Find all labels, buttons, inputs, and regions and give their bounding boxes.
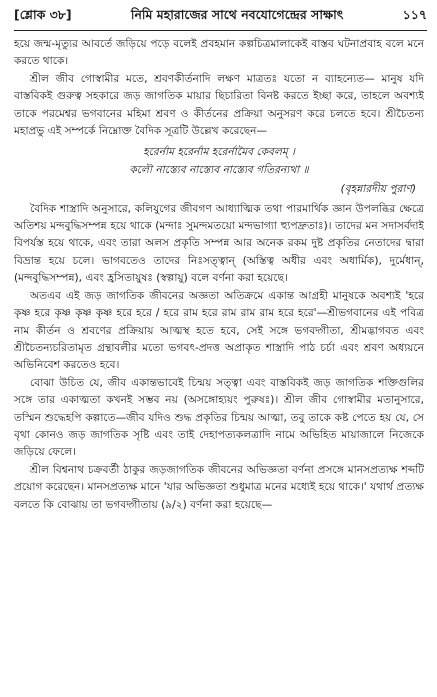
paragraph: বোঝা উচিত যে, জীব একান্তভাবেই চিন্ময় সত্ত্বা এবং বাস্তবিকই জড় জাগতিক শক্তিগুলির সঙ্গে তার একাত্মতা কখনই সম্ভব নয় (অসঙ্গোহ্যয়ং পুরুষঃ)। শ্রীল জীব গোস্বামীর মতানুসারে, তস্মিন শুদ্ধেহপি কল্পাতে—জীব যদিও শুদ্ধ প্রকৃতির চিন্ময় আত্মা, তবু তাকে কষ্ট পেতে হয় যে, সে বৃথা কোনও জড় জাগতিক সৃষ্টি এবং তাই দেহাপত্যকলত্রাদি নামে অভিহিত মায়াজালে নিজেকে জড়িয়ে ফেলে। [14,376,424,459]
verse-source: (বৃহন্নারদীয় পুরাণ) [340,183,416,196]
paragraph: অতএব এই জড় জাগতিক জীবনের অজ্ঞতা অতিক্রমে একান্ত আগ্রহী মানুষকে অবশ্যই 'হরে কৃষ্ণ হরে কৃষ্ণ কৃষ্ণ কৃষ্ণ হরে হরে / হরে রাম হরে রাম রাম রাম হরে হরে'—শ্রীভগবানের এই পবিত্র নাম কীর্তন ও শ্রবণের প্রক্রিয়ায় আত্মস্থ হতে হবে, সেই সঙ্গে ভগবদ্গীতা, শ্রীমদ্ভাগবত এবং শ্রীচৈতন্যচরিতামৃত গ্রন্থাবলীর মতো ভগবৎ-প্রদত্ত অপ্রাকৃত শাস্ত্রাদি পাঠ চর্চা এবং শ্রবণ অধ্যয়নে অভিনিবেশ করতেও হবে। [14,289,424,372]
sanskrit-verse [14,144,424,179]
paragraph: শ্রীল বিশ্বনাথ চক্রবর্তী ঠাকুর জড়জাগতিক জীবনের অভিজ্ঞতা বর্ণনা প্রসঙ্গে মানসপ্রত্যক্ষ শব্দটি প্রয়োগ করেছেন। মানসপ্রত্যক্ষ মানে 'যার অভিজ্ঞতা শুধুমাত্র মনের মধ্যেই হয়ে থাকে।' যথার্থ প্রত্যক্ষ বলতে কি বোঝায় তা ভগবদ্গীতায় (৯/২) বর্ণনা করা হয়েছে— [14,463,424,511]
page-number: ১১৭ [402,7,427,22]
header-rule [14,30,427,31]
paragraph: হয়ে জন্ম-মৃত্যুর আবর্তে জড়িয়ে পড়ে বলেই প্রবহমান কল্পচিত্রমালাকেই বাস্তব ঘটনাপ্রবাহ বলে মনে করতে থাকে। [14,38,424,68]
page-body [14,36,424,691]
verse-line: হরের্নাম হরের্নাম হরের্নামৈব কেবলম্ । [143,146,295,159]
verse-line: কলৌ নাস্ত্যেব নাস্ত্যেব নাস্ত্যেব গতিরন্যথা ॥ [129,163,309,176]
paragraph: বৈদিক শাস্ত্রাদি অনুসারে, কলিযুগের জীবগণ আধ্যাত্মিক তথা পারমার্থিক জ্ঞান উপলব্ধির ক্ষেত্রে অতিশয় মন্দবুদ্ধিসম্পন্ন হয়ে থাকে (মন্দাঃ সুমন্দমতয়ো মন্দভাগ্যা হ্যুপদ্রুতাঃ)। তাদের মন সদাসর্বদাই বিপর্যস্ত হয়ে থাকে, এবং তারা অলস প্রকৃতি সম্পন্ন আর অনেক রকম দুষ্ট প্রকৃতির নেতাদের দ্বারা বিভ্রান্ত হয়ে চলে। ভাগবতেও তাদের নিঃসত্ত্বান্ (অস্তিত্ব অধীর এবং অধার্মিক), দুর্মেধান্, (মন্দবুদ্ধিসম্পন্ন), এবং হ্রসিতায়ুষঃ (স্বল্পায়ু) বলে বর্ণনা করা হয়েছে। [14,202,424,285]
verse-reference: [শ্লোক ৩৮] [14,7,72,22]
running-header [14,6,427,28]
paragraph: শ্রীল জীব গোস্বামীর মতে, শ্রবণকীর্তনাদি লক্ষণ মাত্রতঃ যতো ন ব্যাহন্যেত— মানুষ যদি বাস্তবিকই গুরুত্ব সহকারে জড় জাগতিক মায়ার ছিচারিতা বিনষ্ট করতে ইচ্ছা করে, তাহলে অবশ্যই তাকে পরমেশ্বর ভগবানের মহিমা শ্রবণ ও কীর্তনের প্রক্রিয়া অনুসরণ করে চলতে হবে। শ্রীচৈতন্য মহাপ্রভু এই সম্পর্কে নিম্নোক্ত বৈদিক সূত্রটি উল্লেখ করেছেন— [14,72,424,138]
chapter-title: নিমি মহারাজের সাথে নবযোগেন্দ্রের সাক্ষাৎ [130,7,344,22]
